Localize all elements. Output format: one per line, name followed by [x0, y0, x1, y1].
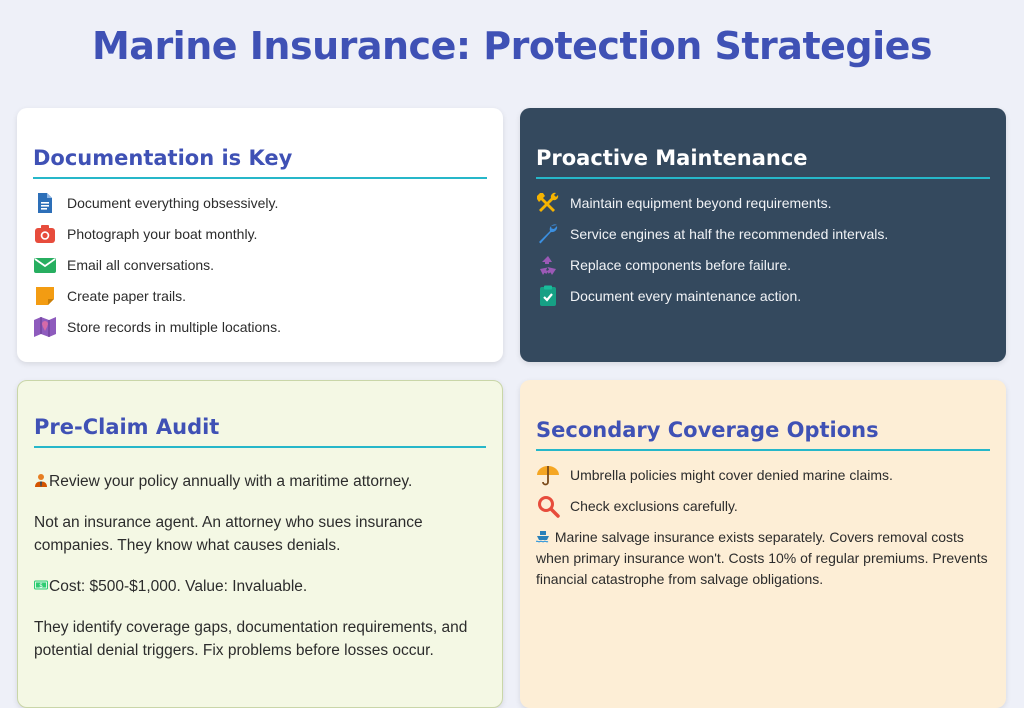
umbrella-icon: [536, 463, 560, 487]
maintenance-card: [520, 108, 1006, 362]
svg-text:$: $: [39, 582, 43, 590]
secondary-list: [536, 459, 990, 521]
secondary-coverage-card: [520, 380, 1006, 708]
item-text: Photograph your boat monthly.: [67, 225, 258, 242]
audit-paragraph: [34, 470, 486, 493]
documentation-heading: Documentation is Key: [33, 146, 487, 179]
secondary-body: [536, 459, 990, 590]
salvage-text: Marine salvage insurance exists separately. Covers removal costs when primary insurance won't. Costs 10% of regular premiums. Prevents financial catastrophe from salvage obligations.: [536, 529, 988, 587]
money-icon: [34, 578, 48, 592]
item-text: Create paper trails.: [67, 287, 187, 304]
clipboard-check-icon: [536, 284, 560, 308]
item-text: Document everything obsessively.: [67, 194, 279, 211]
item-text: Replace components before failure.: [570, 256, 792, 273]
list-item: [536, 249, 990, 280]
list-item: [536, 490, 990, 521]
documentation-list: [33, 187, 487, 342]
list-item: [536, 218, 990, 249]
audit-body: [34, 470, 486, 662]
camera-icon: [33, 222, 57, 246]
audit-paragraph: Not an insurance agent. An attorney who sues insurance companies. They know what causes denials.: [34, 514, 423, 554]
person-icon: [34, 473, 48, 487]
list-item: [33, 187, 487, 218]
wrench-icon: [536, 222, 560, 246]
list-item: [536, 459, 990, 490]
item-text: Maintain equipment beyond requirements.: [570, 194, 832, 211]
audit-card: [17, 380, 503, 708]
recycle-icon: [536, 253, 560, 277]
sticky-note-icon: [33, 284, 57, 308]
item-text: Document every maintenance action.: [570, 287, 802, 304]
item-text: Service engines at half the recommended intervals.: [570, 225, 889, 242]
tools-icon: [536, 191, 560, 215]
item-text: Check exclusions carefully.: [570, 497, 738, 514]
map-icon: [33, 315, 57, 339]
ship-icon: [536, 529, 550, 543]
list-item: [536, 187, 990, 218]
documentation-card: [17, 108, 503, 362]
audit-text-cost: Cost: $500-$1,000. Value: Invaluable.: [49, 578, 308, 595]
audit-heading: Pre-Claim Audit: [34, 415, 486, 448]
list-item: [33, 249, 487, 280]
list-item: [536, 280, 990, 311]
page-title: Marine Insurance: Protection Strategies: [91, 24, 932, 68]
list-item: [33, 311, 487, 342]
magnifier-icon: [536, 494, 560, 518]
document-icon: [33, 191, 57, 215]
email-icon: [33, 253, 57, 277]
item-text: Umbrella policies might cover denied marine claims.: [570, 466, 893, 483]
secondary-heading: Secondary Coverage Options: [536, 418, 990, 451]
item-text: Store records in multiple locations.: [67, 318, 281, 335]
maintenance-list: [536, 187, 990, 311]
audit-paragraph: [34, 575, 486, 598]
salvage-paragraph: [536, 527, 990, 590]
audit-paragraph: They identify coverage gaps, documentation requirements, and potential denial triggers. Fix problems before losses occur.: [34, 619, 468, 659]
audit-text-review: Review your policy annually with a maritime attorney.: [49, 473, 413, 490]
list-item: [33, 280, 487, 311]
maintenance-heading: Proactive Maintenance: [536, 146, 990, 179]
list-item: [33, 218, 487, 249]
item-text: Email all conversations.: [67, 256, 215, 273]
